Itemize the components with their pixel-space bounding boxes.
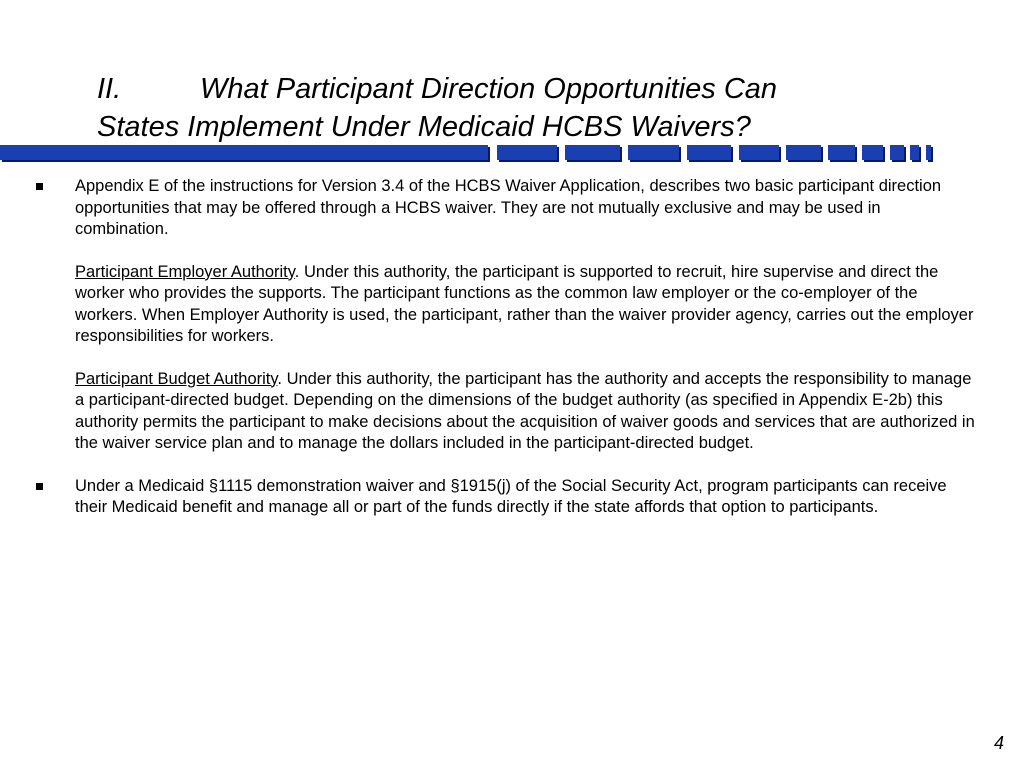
rule-segment: [926, 145, 931, 160]
bullet-text: Under a Medicaid §1115 demonstration waiver and §1915(j) of the Social Security Act, program participants can receive their Medicaid benefit and manage all or part of the funds directly if the state affords that option to participants.: [75, 476, 947, 516]
rule-segment: [739, 145, 779, 160]
title-line-1: What Participant Direction Opportunities Can: [200, 73, 778, 105]
page-number: 4: [993, 733, 1004, 753]
title-line-2: States Implement Under Medicaid HCBS Waivers?: [97, 111, 751, 143]
title-underline-decoration: [0, 145, 940, 160]
sub-paragraph-employer-authority: [30, 262, 975, 348]
rule-segment: [862, 145, 883, 160]
budget-authority-text: . Under this authority, the participant has the authority and accepts the responsibility to manage a participant-directed budget. Depending on the dimensions of the budget authority (as specified in Appendix E-2b) this authority permits the participant to make decisions about the acquisition of waiver goods and services that are authorized in the waiver service plan and to manage the dollars included in the participant-directed budget.: [75, 369, 975, 452]
rule-segment: [687, 145, 731, 160]
rule-segment: [828, 145, 855, 160]
rule-segment: [890, 145, 904, 160]
square-bullet-icon: [36, 183, 43, 190]
slide-body: [30, 176, 975, 540]
employer-authority-heading: Participant Employer Authority: [75, 262, 295, 281]
rule-segment: [786, 145, 821, 160]
square-bullet-icon: [36, 483, 43, 490]
rule-segment: [0, 145, 488, 160]
rule-segment: [565, 145, 620, 160]
bullet-item: [30, 176, 975, 241]
budget-authority-heading: Participant Budget Authority: [75, 369, 278, 388]
bullet-item: [30, 476, 975, 519]
rule-segment: [910, 145, 919, 160]
bullet-text: Appendix E of the instructions for Version 3.4 of the HCBS Waiver Application, describes two basic participant direction opportunities that may be offered through a HCBS waiver. They are not mutually exclusive and may be used in combination.: [75, 177, 942, 238]
title-section-number: II.: [97, 73, 122, 105]
slide-title: [97, 70, 977, 146]
employer-authority-text: . Under this authority, the participant is supported to recruit, hire supervise and direct the worker who provides the supports. The participant functions as the common law employer or the co-employer of the workers. When Employer Authority is used, the participant, rather than the waiver provider agency, carries out the employer responsibilities for workers.: [75, 262, 974, 345]
sub-paragraph-budget-authority: [30, 369, 975, 455]
rule-segment: [628, 145, 679, 160]
rule-segment: [497, 145, 557, 160]
